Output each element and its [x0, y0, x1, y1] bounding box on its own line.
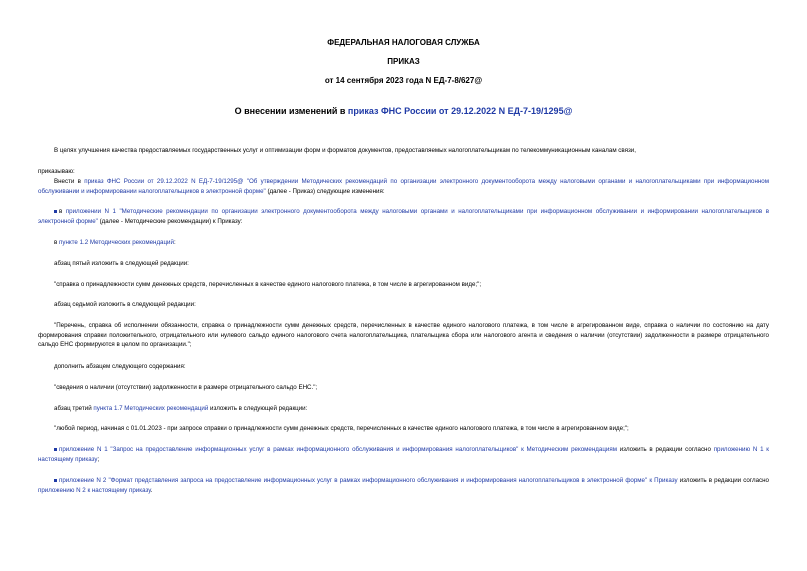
amend-prefix: Внести в — [54, 178, 85, 185]
bullet-icon — [54, 210, 57, 213]
bullet-icon — [54, 448, 57, 451]
appendix-n1-suffix: ; — [97, 455, 100, 463]
point-1-2-prefix: в — [54, 239, 60, 246]
doc-type: ПРИКАЗ — [387, 57, 420, 66]
doc-date-number: от 14 сентября 2023 года N ЕД-7-8/627@ — [324, 76, 483, 85]
paragraph-amend — [38, 177, 769, 196]
point-1-7-suffix: изложить в следующей редакции: — [208, 405, 308, 412]
bullet-icon — [54, 479, 57, 482]
paragraph-intro: В целях улучшения качества предоставляемых государственных услуг и оптимизации форм и форматов документов, предоставляемых налогоплательщикам по телекоммуникационным каналам связи, — [54, 147, 636, 154]
appendix-n1-mid: изложить в редакции согласно — [616, 446, 714, 453]
point-1-7-link[interactable]: пункта 1.7 Методических рекомендаций — [93, 405, 209, 412]
paragraph-supplement-text: "сведения о наличии (отсутствии) задолженности в размере отрицательного сальдо ЕНС."; — [54, 384, 318, 391]
paragraph-abzac-5: абзац пятый изложить в следующей редакции: — [54, 260, 189, 267]
paragraph-abzac-7: абзац седьмой изложить в следующей редакции: — [54, 301, 196, 308]
appendix1-link[interactable]: приложении N 1 "Методические рекомендации по организации электронного документооборота между налоговыми органами и налогоплательщиками при информационном обслуживании и информировании налогоплательщиков в электронной форме" — [38, 208, 769, 225]
appendix-n2-suffix: . — [150, 486, 153, 494]
paragraph-abzac-5-text: "справка о принадлежности сумм денежных средств, перечисленных в качестве единого налогового платежа, в том числе в агрегированном виде;"; — [54, 281, 482, 288]
appendix-n1-target-link[interactable]: приложению N 1 к настоящему приказу — [38, 446, 769, 463]
amend-link[interactable]: приказ ФНС России от 29.12.2022 N ЕД-7-19/1295@ "Об утверждении Методических рекомендаций по организации электронного документооборота между налоговыми органами и налогоплательщиками при информационном обслуживании и информировании налогоплательщиков в электронной форме" — [38, 178, 769, 195]
agency-name: ФЕДЕРАЛЬНАЯ НАЛОГОВАЯ СЛУЖБА — [327, 38, 480, 47]
point-1-2-suffix: : — [173, 239, 176, 246]
paragraph-appendix-n1 — [38, 445, 769, 464]
paragraph-supplement: дополнить абзацем следующего содержания: — [54, 363, 186, 370]
paragraph-point-1-7-text: "любой период, начиная с 01.01.2023 - при запросе справки о принадлежности сумм денежных средств, перечисленных в качестве единого налогового платежа, в том числе в агрегированном виде;"; — [54, 425, 629, 432]
doc-title-link[interactable]: приказ ФНС России от 29.12.2022 N ЕД-7-19/1295@ — [347, 106, 573, 116]
appendix-n2-mid: изложить в редакции согласно — [677, 477, 769, 484]
paragraph-point-1-2 — [38, 238, 768, 248]
appendix-n1-link[interactable]: приложение N 1 "Запрос на предоставление информационных услуг в рамках информационного обслуживания и информирования налогоплательщиков" к Методическим рекомендациям — [59, 446, 617, 453]
appendix1-prefix: в — [59, 208, 66, 215]
appendix-n2-target-link[interactable]: приложению N 2 к настоящему приказу — [38, 486, 151, 494]
doc-title-prefix: О внесении изменений в — [234, 106, 348, 116]
appendix1-suffix: (далее - Методические рекомендации) к Приказу: — [97, 217, 243, 225]
paragraph-abzac-7-text: "Перечень, справка об исполнении обязанности, справка о принадлежности сумм денежных средств, перечисленных в качестве единого налогового платежа, в том числе в агрегированном виде, справка о наличии по состоянию на дату формирования справки положительного, отрицательного или нулевого сальдо единого налогового счета налогоплательщика, плательщика сбора или налогового агента и сведения о наличии (отсутствии) задолженности в размере отрицательного сальдо ЕНС формируются в целом по организации."; — [38, 322, 769, 348]
paragraph-point-1-7 — [38, 404, 768, 414]
appendix-n2-link[interactable]: приложение N 2 "Формат представления запроса на предоставление информационных услуг в рамках информационного обслуживания и информирования налогоплательщиков в электронной форме" к Приказу — [59, 477, 678, 484]
point-1-7-prefix: абзац третий — [54, 405, 94, 412]
paragraph-appendix1 — [38, 207, 769, 226]
amend-suffix: (далее - Приказ) следующие изменения: — [265, 187, 385, 195]
doc-title — [0, 106, 807, 116]
point-1-2-link[interactable]: пункте 1.2 Методических рекомендаций — [59, 239, 174, 246]
paragraph-appendix-n2 — [38, 476, 769, 495]
paragraph-order: приказываю: — [38, 168, 75, 175]
